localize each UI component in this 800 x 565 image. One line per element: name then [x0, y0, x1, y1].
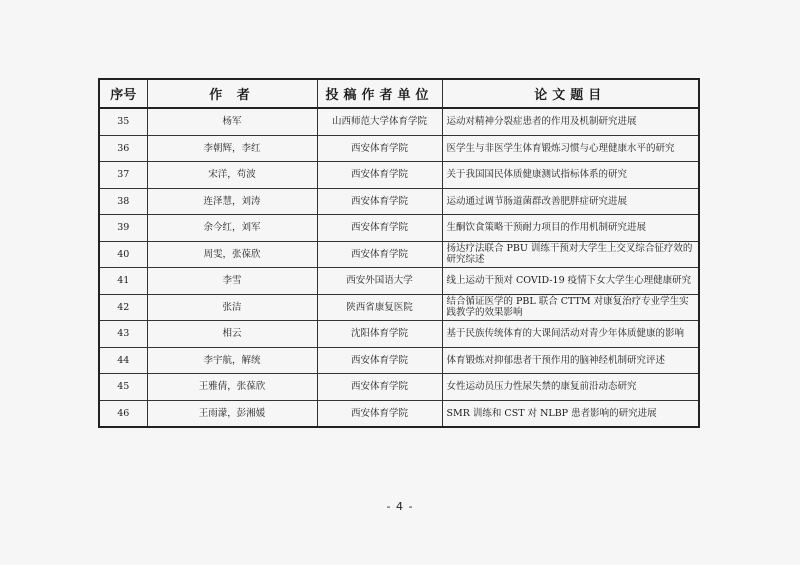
table-row: [99, 188, 699, 215]
row-title: 体育锻炼对抑郁患者干预作用的脑神经机制研究评述: [442, 347, 699, 374]
table-row: [99, 374, 699, 401]
row-unit: 西安体育学院: [317, 188, 442, 215]
row-authors: 连泽慧，刘涛: [147, 188, 317, 215]
row-title: 运动对精神分裂症患者的作用及机制研究进展: [442, 108, 699, 135]
row-index: 44: [99, 347, 147, 374]
row-index: 38: [99, 188, 147, 215]
row-unit: 西安体育学院: [317, 162, 442, 189]
row-unit: 西安体育学院: [317, 347, 442, 374]
row-index: 42: [99, 294, 147, 321]
row-index: 46: [99, 400, 147, 427]
row-title: 女性运动员压力性尿失禁的康复前沿动态研究: [442, 374, 699, 401]
row-unit: 西安体育学院: [317, 241, 442, 268]
row-index: 35: [99, 108, 147, 135]
row-authors: 李宇航，解统: [147, 347, 317, 374]
row-authors: 张洁: [147, 294, 317, 321]
table-row: [99, 241, 699, 268]
table-row: [99, 162, 699, 189]
row-authors: 王雅倩，张葆欣: [147, 374, 317, 401]
row-title: 线上运动干预对 COVID-19 疫情下女大学生心理健康研究: [442, 268, 699, 295]
row-title: 关于我国国民体质健康测试指标体系的研究: [442, 162, 699, 189]
table-row: [99, 135, 699, 162]
row-authors: 李朝辉，李红: [147, 135, 317, 162]
table-row: [99, 108, 699, 135]
row-index: 40: [99, 241, 147, 268]
row-index: 37: [99, 162, 147, 189]
table-row: [99, 215, 699, 242]
row-title: 医学生与非医学生体育锻炼习惯与心理健康水平的研究: [442, 135, 699, 162]
table-row: [99, 268, 699, 295]
row-unit: 西安体育学院: [317, 135, 442, 162]
row-unit: 山西师范大学体育学院: [317, 108, 442, 135]
row-authors: 周雯，张葆欣: [147, 241, 317, 268]
row-authors: 李雪: [147, 268, 317, 295]
row-unit: 西安体育学院: [317, 215, 442, 242]
row-authors: 宋洋，苟波: [147, 162, 317, 189]
row-title: 生酮饮食策略干预耐力项目的作用机制研究进展: [442, 215, 699, 242]
row-authors: 王雨濛，彭湘媛: [147, 400, 317, 427]
table-header-row: [99, 79, 699, 108]
row-unit: 陕西省康复医院: [317, 294, 442, 321]
row-authors: 相云: [147, 321, 317, 348]
row-unit: 西安体育学院: [317, 374, 442, 401]
row-index: 41: [99, 268, 147, 295]
table-body: [99, 108, 699, 427]
row-title: 结合循证医学的 PBL 联合 CTTM 对康复治疗专业学生实践教学的效果影响: [442, 294, 699, 321]
table-row: [99, 347, 699, 374]
row-unit: 沈阳体育学院: [317, 321, 442, 348]
header-title: 论文题目: [442, 79, 699, 108]
papers-table: [98, 78, 700, 428]
row-index: 39: [99, 215, 147, 242]
row-index: 43: [99, 321, 147, 348]
row-index: 45: [99, 374, 147, 401]
table-row: [99, 294, 699, 321]
table-row: [99, 321, 699, 348]
header-authors: 作 者: [147, 79, 317, 108]
row-index: 36: [99, 135, 147, 162]
row-unit: 西安外国语大学: [317, 268, 442, 295]
row-authors: 余今红，刘军: [147, 215, 317, 242]
table-row: [99, 400, 699, 427]
row-unit: 西安体育学院: [317, 400, 442, 427]
page-number: - 4 -: [386, 500, 414, 513]
header-index: 序号: [99, 79, 147, 108]
row-authors: 杨军: [147, 108, 317, 135]
row-title: SMR 训练和 CST 对 NLBP 患者影响的研究进展: [442, 400, 699, 427]
header-unit: 投稿作者单位: [317, 79, 442, 108]
row-title: 基于民族传统体育的大课间活动对青少年体质健康的影响: [442, 321, 699, 348]
row-title: 扬达疗法联合 PBU 训练干预对大学生上交叉综合征疗效的研究综述: [442, 241, 699, 268]
row-title: 运动通过调节肠道菌群改善肥胖症研究进展: [442, 188, 699, 215]
